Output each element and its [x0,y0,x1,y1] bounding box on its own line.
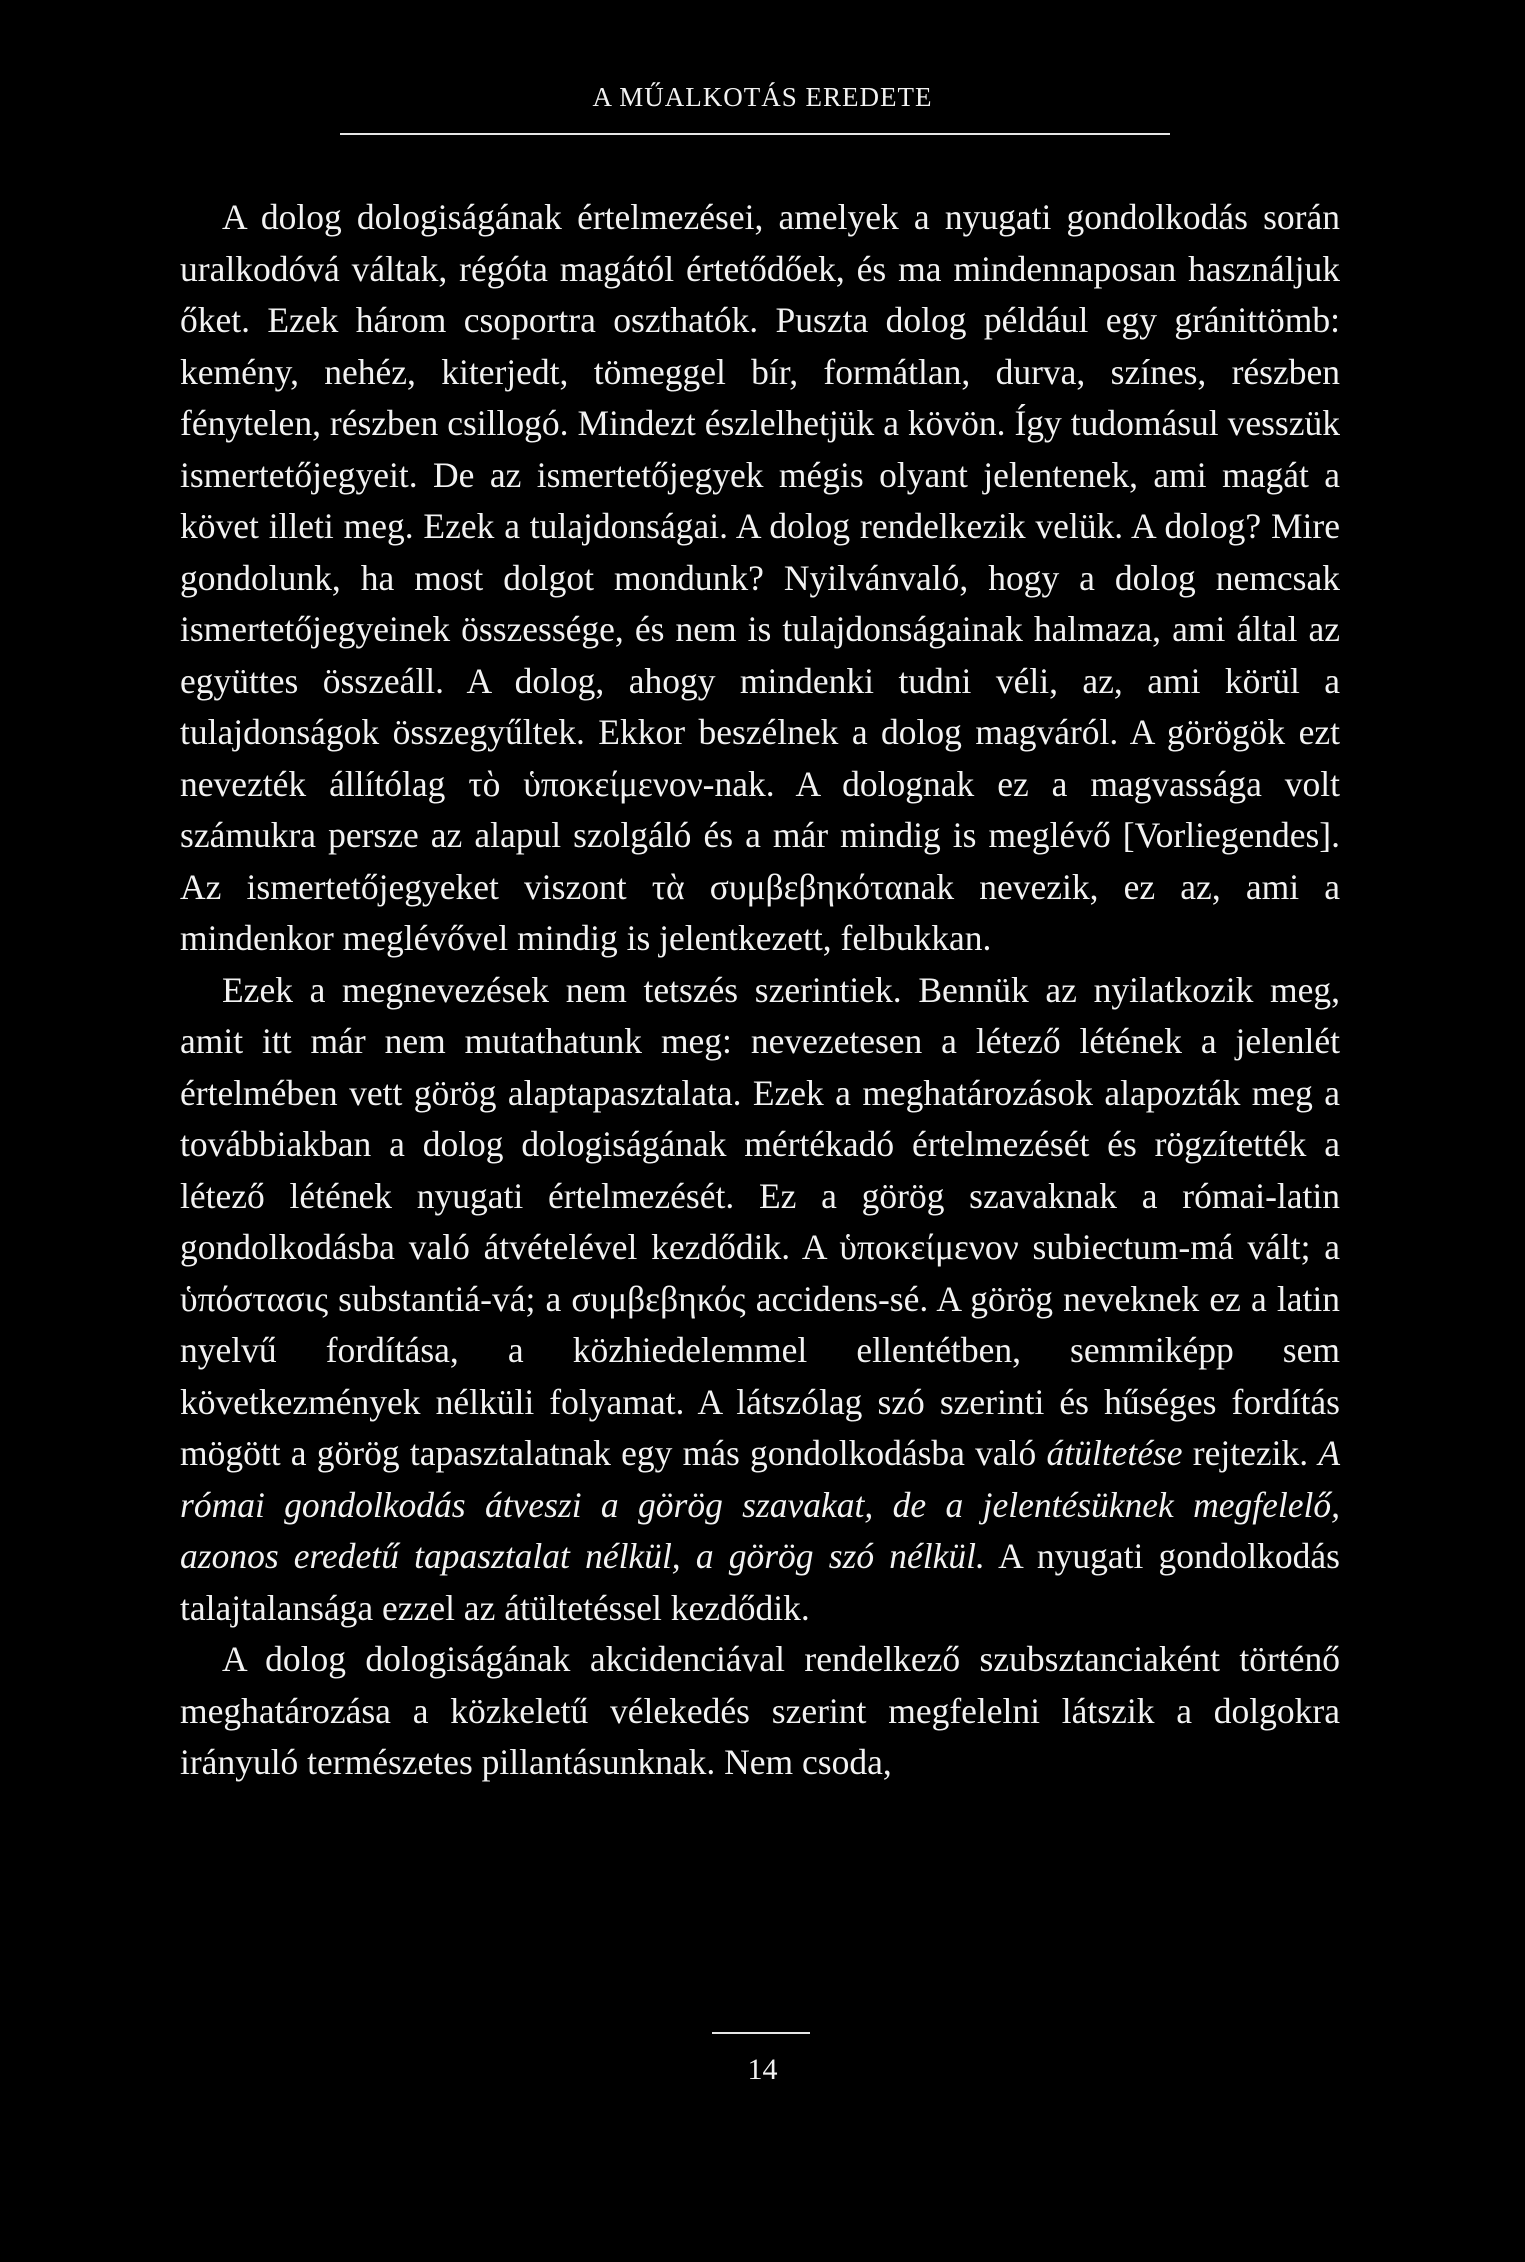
paragraph-2-text: Ezek a megnevezések nem tetszés szerintiek. Bennük az nyilatkozik meg, amit itt már nem mutathatunk meg: nevezetesen a létező létének a jelenlét értelmében vett görög alaptapasztalata. Ezek a meghatározások alapozták meg a továbbiakban a dolog dologiságának mértékadó értelmezését és rögzítették a létező létének nyugati értelmezését. Ez a görög szavaknak a római-latin gondolkodásba való átvételével kezdődik. A ὑποκείμενον subiectum-má vált; a ὑπόστασις substantiá-vá; a συμβεβηκός accidens-sé. A görög neveknek ez a latin nyelvű fordítása, a közhiedelemmel ellentétben, semmiképp sem következmények nélküli folyamat. A látszólag szó szerinti és hűséges fordítás mögött a görög tapasztalatnak egy más gondolkodásba való [180,969,1340,1473]
footer-rule [712,2032,810,2034]
paragraph-2-text-cont: rejtezik. [1182,1433,1319,1473]
paragraph-2-italic-term: átültetése [1046,1433,1183,1473]
paragraph-3 [180,1634,1340,1789]
paragraph-2-italic-sentence: A római gondolkodás átveszi a görög szavakat, de a jelentésüknek megfelelő, azonos eredetű tapasztalat nélkül, a görög szó nélkül. [180,1433,1340,1576]
page-number: 14 [747,2053,778,2086]
body-text [180,192,1340,1789]
paragraph-2 [180,965,1340,1635]
paragraph-3-text: A dolog dologiságának akcidenciával rendelkező szubsztanciaként történő meghatározása a közkeletű vélekedés szerint megfelelni látszik a dolgokra irányuló természetes pillantásunknak. Nem csoda, [180,1639,1340,1782]
paragraph-1-text: A dolog dologiságának értelmezései, amelyek a nyugati gondolkodás során uralkodóvá váltak, régóta magától értetődőek, és ma mindennaposan használjuk őket. Ezek három csoportra oszthatók. Puszta dolog például egy gránittömb: kemény, nehéz, kiterjedt, tömeggel bír, formátlan, durva, színes, részben fénytelen, részben csillogó. Mindezt észlelhetjük a kövön. Így tudomásul vesszük ismertetőjegyeit. De az ismertetőjegyek mégis olyant jelentenek, ami magát a követ illeti meg. Ezek a tulajdonságai. A dolog rendelkezik velük. A dolog? Mire gondolunk, ha most dolgot mondunk? Nyilvánvaló, hogy a dolog nemcsak ismertetőjegyeinek összessége, és nem is tulajdonságainak halmaza, ami által az együttes összeáll. A dolog, ahogy mindenki tudni véli, az, ami körül a tulajdonságok összegyűltek. Ekkor beszélnek a dolog magváról. A görögök ezt nevezték állítólag τὸ ὑποκείμενον-nak. A dolognak ez a magvassága volt számukra persze az alapul szolgáló és a már mindig is meglévő [Vorliegendes]. Az ismertetőjegyeket viszont τὰ συμβεβηκόταnak nevezik, ez az, ami a mindenkor meglévővel mindig is jelentkezett, felbukkan. [180,197,1340,958]
header-rule [340,133,1170,135]
paragraph-2-text-end: A nyugati gondolkodás talajtalansága ezzel az átültetéssel kezdődik. [180,1536,1340,1628]
running-head: A MŰALKOTÁS EREDETE [592,82,933,112]
paragraph-1 [180,192,1340,965]
